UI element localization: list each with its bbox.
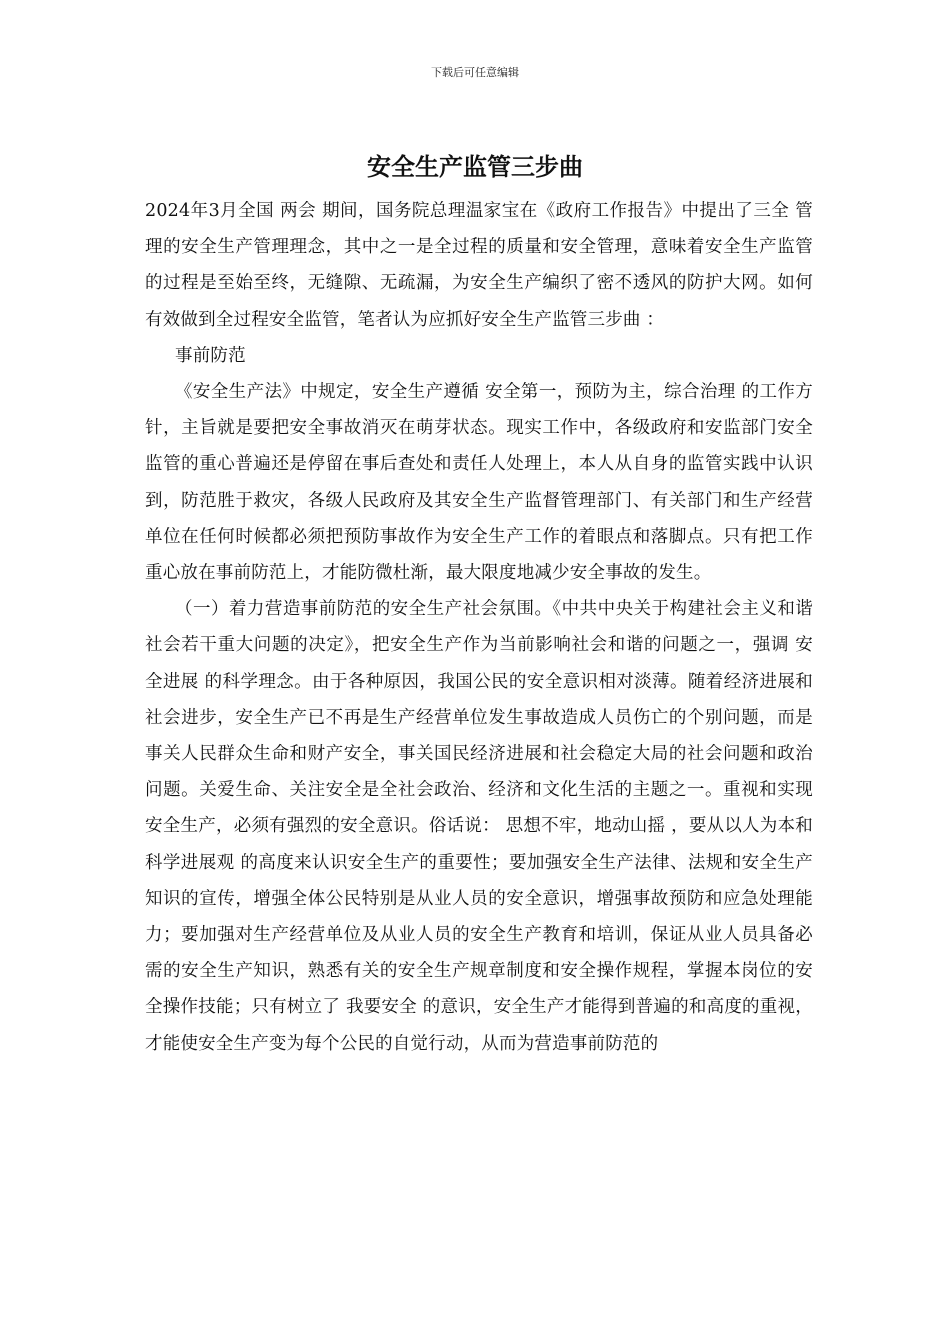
document-body xyxy=(145,193,813,1062)
atmosphere-paragraph: （一）着力营造事前防范的安全生产社会氛围。《中共中央关于构建社会主义和谐社会若干重大问题的决定》，把安全生产作为当前影响社会和谐的问题之一，强调 安全进展 的科学理念。由于各种原因，我国公民的安全意识相对淡薄。随着经济进展和社会进步，安全生产已不再是生产经营单位发生事故造成人员伤亡的个别问题，而是事关人民群众生命和财产安全，事关国民经济进展和社会稳定大局的社会问题和政治问题。关爱生命、关注安全是全社会政治、经济和文化生活的主题之一。重视和实现安全生产，必须有强烈的安全意识。俗话说： 思想不牢，地动山摇 ，要从以人为本和 科学进展观 的高度来认识安全生产的重要性；要加强安全生产法律、法规和安全生产知识的宣传，增强全体公民特别是从业人员的安全意识，增强事故预防和应急处理能力；要加强对生产经营单位及从业人员的安全生产教育和培训，保证从业人员具备必需的安全生产知识，熟悉有关的安全生产规章制度和安全操作规程，掌握本岗位的安全操作技能；只有树立了 我要安全 的意识，安全生产才能得到普遍的和高度的重视，才能使安全生产变为每个公民的自觉行动，从而为营造事前防范的 xyxy=(145,599,813,1054)
law-paragraph: 《安全生产法》中规定，安全生产遵循 安全第一，预防为主，综合治理 的工作方针，主旨就是要把安全事故消灭在萌芽状态。现实工作中，各级政府和安监部门安全监管的重心普遍还是停留在事后查处和责任人处理上，本人从自身的监管实践中认识到，防范胜于救灾，各级人民政府及其安全生产监督管理部门、有关部门和生产经营单位在任何时候都必须把预防事故作为安全生产工作的着眼点和落脚点。只有把工作重心放在事前防范上，才能防微杜渐，最大限度地减少安全事故的发生。 xyxy=(145,382,813,584)
header-note: 下载后可任意编辑 xyxy=(431,66,519,79)
intro-paragraph: 2024年3月全国 两会 期间，国务院总理温家宝在《政府工作报告》中提出了三全 管理的安全生产管理理念，其中之一是全过程的质量和安全管理，意味着安全生产监管的过程是至始至终，无缝隙、无疏漏，为安全生产编织了密不透风的防护大网。如何有效做到全过程安全监管，笔者认为应抓好安全生产监管三步曲 ： xyxy=(145,201,813,330)
section-heading-prevention: 事前防范 xyxy=(175,345,246,366)
document-title: 安全生产监管三步曲 xyxy=(367,152,583,181)
